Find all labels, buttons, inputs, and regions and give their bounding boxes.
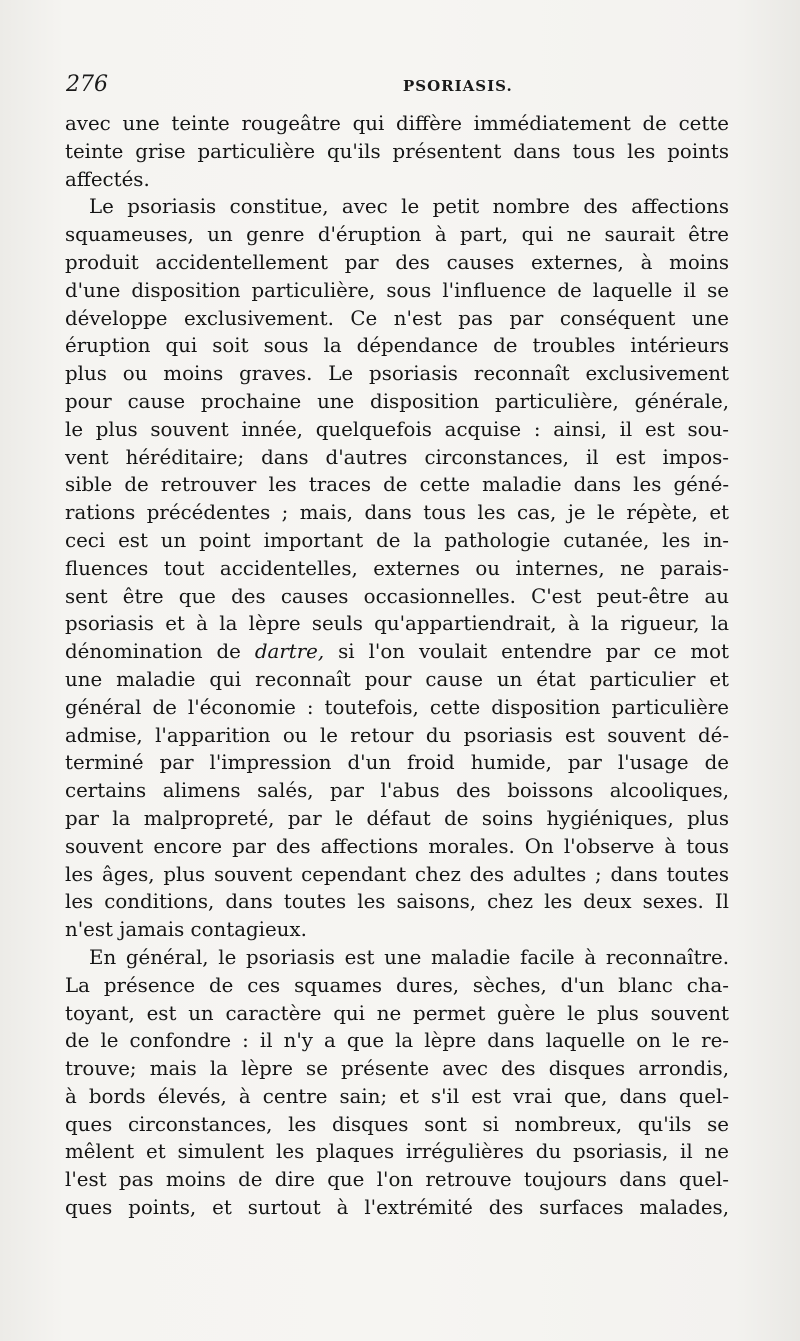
paragraph <box>65 944 729 1222</box>
text-line: squameuses, un genre d'éruption à part, qui ne saurait être <box>65 223 729 247</box>
text-line: pour cause prochaine une disposition particulière, générale, <box>65 389 729 413</box>
text-line: admise, l'apparition ou le retour du psoriasis est souvent dé- <box>65 723 729 747</box>
italic-term: dartre, <box>254 640 325 664</box>
text-line: à bords élevés, à centre sain; et s'il est vrai que, dans quel- <box>65 1084 729 1108</box>
page-header <box>62 72 730 102</box>
text-run: si l'on voulait entendre par ce mot <box>324 640 729 664</box>
text-line: n'est jamais contagieux. <box>65 918 307 942</box>
text-line: sible de retrouver les traces de cette maladie dans les géné- <box>65 473 729 497</box>
page-number: 276 <box>66 72 108 97</box>
text-line: les conditions, dans toutes les saisons, chez les deux sexes. Il <box>65 890 729 914</box>
text-line: psoriasis et à la lèpre seuls qu'appartiendrait, à la rigueur, la <box>65 612 729 636</box>
running-head: PSORIASIS. <box>403 77 513 95</box>
text-line: teinte grise particulière qu'ils présentent dans tous les points <box>65 139 729 163</box>
text-line: les âges, plus souvent cependant chez des adultes ; dans toutes <box>65 862 729 886</box>
text-line: Le psoriasis constitue, avec le petit nombre des affections <box>89 195 729 219</box>
text-line: le plus souvent innée, quelquefois acquise : ainsi, il est sou- <box>65 417 729 441</box>
text-line: mêlent et simulent les plaques irrégulières du psoriasis, il ne <box>65 1140 729 1164</box>
text-line: ceci est un point important de la pathologie cutanée, les in- <box>65 528 729 552</box>
text-line: une maladie qui reconnaît pour cause un état particulier et <box>65 667 729 691</box>
text-line: En général, le psoriasis est une maladie facile à reconnaître. <box>89 945 729 969</box>
text-line: certains alimens salés, par l'abus des boissons alcooliques, <box>65 779 729 803</box>
text-line: terminé par l'impression d'un froid humide, par l'usage de <box>65 751 729 775</box>
text-line: de le confondre : il n'y a que la lèpre dans laquelle on le re- <box>65 1029 729 1053</box>
text-line: par la malpropreté, par le défaut de soins hygiéniques, plus <box>65 806 729 830</box>
text-line: développe exclusivement. Ce n'est pas par conséquent une <box>65 306 729 330</box>
text-line: fluences tout accidentelles, externes ou internes, ne parais- <box>65 556 729 580</box>
paragraph <box>65 193 729 944</box>
text-line: vent héréditaire; dans d'autres circonstances, il est impos- <box>65 445 729 469</box>
text-line: souvent encore par des affections morales. On l'observe à tous <box>65 834 729 858</box>
text-run: dénomination de <box>65 640 255 664</box>
text-line: ques points, et surtout à l'extrémité des surfaces malades, <box>65 1196 729 1220</box>
text-line: avec une teinte rougeâtre qui diffère immédiatement de cette <box>65 112 729 135</box>
text-line: l'est pas moins de dire que l'on retrouve toujours dans quel- <box>65 1168 729 1192</box>
text-line: produit accidentellement par des causes externes, à moins <box>65 250 729 274</box>
text-line: plus ou moins graves. Le psoriasis reconnaît exclusivement <box>65 362 729 386</box>
text-line: d'une disposition particulière, sous l'influence de laquelle il se <box>65 278 729 302</box>
text-line: toyant, est un caractère qui ne permet guère le plus souvent <box>65 1001 729 1025</box>
text-line: sent être que des causes occasionnelles. C'est peut-être au <box>65 584 729 608</box>
text-line: La présence de ces squames dures, sèches, d'un blanc cha- <box>65 973 729 997</box>
paragraph <box>65 110 729 193</box>
text-line: général de l'économie : toutefois, cette disposition particulière <box>65 695 729 719</box>
text-line: ques circonstances, les disques sont si nombreux, qu'ils se <box>65 1112 729 1136</box>
text-line: trouve; mais la lèpre se présente avec des disques arrondis, <box>65 1057 729 1081</box>
body-text <box>65 110 729 1222</box>
text-line: affectés. <box>65 167 150 191</box>
text-line-with-italic <box>65 638 729 666</box>
text-line: éruption qui soit sous la dépendance de troubles intérieurs <box>65 334 729 358</box>
text-line: rations précédentes ; mais, dans tous les cas, je le répète, et <box>65 501 729 525</box>
